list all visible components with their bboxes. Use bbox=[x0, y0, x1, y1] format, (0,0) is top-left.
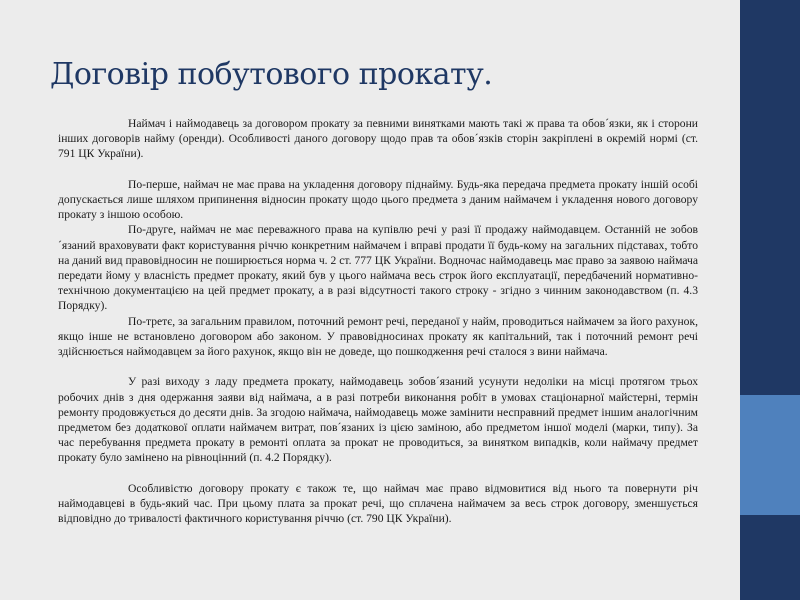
paragraph-4: По-третє, за загальним правилом, поточний ремонт речі, переданої у найм, проводиться наймачем за його рахунок, якщо інше не встановлено договором або законом. У правовідносинах прокату як капітальний, так і поточний ремонт речі здійснюється наймодавцем за його рахунок, якщо він не доведе, що пошкодження речі сталося з вини наймача. bbox=[58, 314, 698, 359]
paragraph-1: Наймач і наймодавець за договором прокату за певними винятками мають такі ж права та обов´язки, як і сторони інших договорів найму (оренди). Особливості даного договору щодо прав та обов´язків сторін закріплені в окремій нормі (ст. 791 ЦК України). bbox=[58, 117, 698, 161]
paragraph-spacer bbox=[58, 359, 698, 374]
paragraph-3: По-друге, наймач не має переважного права на купівлю речі у разі її продажу наймодавцем. Останній не зобов´язаний враховувати факт користування річчю конкретним наймачем і вправі продати її будь-кому на загальних підставах, тобто на даний вид правовідносин не поширюється норма ч. 2 ст. 777 ЦК України. Водночас наймодавець має право за заявою наймача передати йому у власність предмет прокату, який був у цього наймача весь строк його експлуатації, передбачений нормативно-технічною документацією на цей предмет прокату, а в разі відсутності такого строку - згідно з чинним законодавством (п. 4.3 Порядку). bbox=[58, 223, 698, 313]
slide-body bbox=[58, 116, 698, 526]
paragraph-5: У разі виходу з ладу предмета прокату, наймодавець зобов´язаний усунути недоліки на місці протягом трьох робочих днів з дня одержання заяви від наймача, а в разі потреби виконання робіт в умовах стаціонарної майстерні, термін ремонту продовжується до десяти днів. За згодою наймача, наймодавець може замінити несправний предмет іншим аналогічним предметом без додаткової оплати наймачем витрат, пов´язаних із цією заміною, або предметом іншої моделі (марки, типу). За час перебування предмета прокату в ремонті оплата за прокат не проводиться, за винятком випадків, коли наймачу предмет прокату було замінено на рівноцінний (п. 4.2 Порядку). bbox=[58, 375, 698, 465]
paragraph-spacer bbox=[58, 162, 698, 177]
sidebar-bottom-block bbox=[740, 515, 800, 600]
slide-title: Договір побутового прокату. bbox=[50, 57, 493, 92]
paragraph-6: Особливістю договору прокату є також те, що наймач має право відмовитися від нього та повернути річ наймодавцеві в будь-який час. При цьому плата за прокат речі, що сплачена наймачем за весь строк договору, зменшується відповідно до тривалості фактичного користування річчю (ст. 790 ЦК України). bbox=[58, 481, 698, 526]
paragraph-2: По-перше, наймач не має права на укладення договору піднайму. Будь-яка передача предмета прокату іншій особі допускається лише шляхом припинення відносин прокату щодо цього предмета з даним наймачем і укладення нового договору прокату з іншою особою. bbox=[58, 177, 698, 222]
sidebar-accent-block bbox=[740, 395, 800, 515]
paragraph-spacer bbox=[58, 466, 698, 481]
